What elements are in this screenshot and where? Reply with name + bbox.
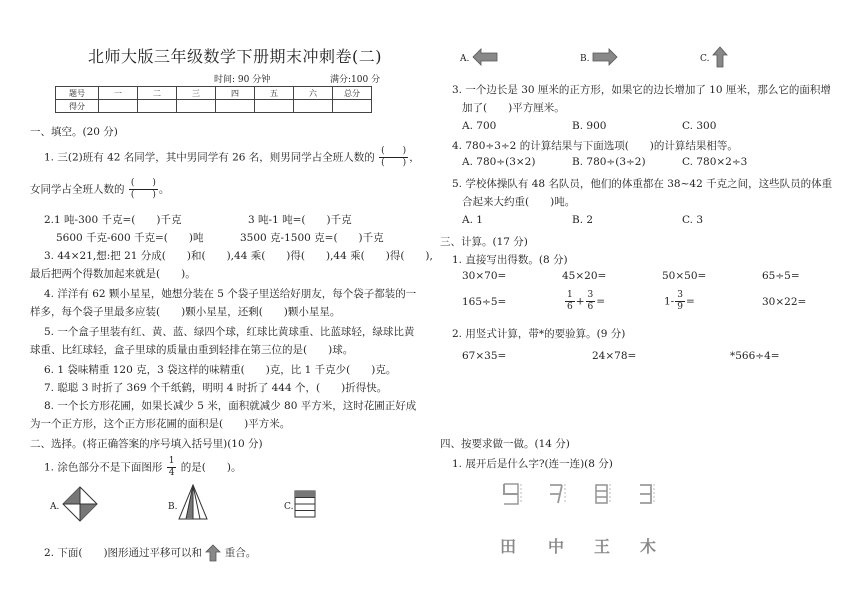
full-score: 满分:100 分 xyxy=(330,75,381,85)
score-header-cell: 总分 xyxy=(333,87,372,100)
question-1-text: 1. 三(2)班有 42 名同学，其中男同学有 26 名，则男同学占全班人数的 xyxy=(44,151,375,164)
option-r3-b[interactable]: B. 900 xyxy=(572,120,607,132)
up-arrow-icon[interactable] xyxy=(712,46,728,68)
folded-paper-half-char-icon[interactable] xyxy=(592,482,614,506)
option-r5-c[interactable]: C. 3 xyxy=(682,214,704,226)
question-2b: 3 吨-1 吨=( )千克 xyxy=(248,214,352,226)
score-cell[interactable] xyxy=(177,100,216,113)
score-header-cell: 二 xyxy=(138,87,177,100)
option-r5-a[interactable]: A. 1 xyxy=(462,214,483,226)
plus-sign: + xyxy=(575,295,585,308)
fraction-denominator: 9 xyxy=(677,302,683,312)
fraction-denominator-blank: ( ) xyxy=(130,190,156,200)
up-arrow-icon xyxy=(205,544,221,562)
fraction-denominator-blank: ( ) xyxy=(381,158,407,168)
question-2c: 5600 千克-600 千克=( )吨 xyxy=(56,232,204,244)
question-3-line-2: 最后把两个得数加起来就是( )。 xyxy=(30,268,196,280)
char-option-wang[interactable]: 王 xyxy=(594,537,611,556)
choice-1 xyxy=(44,456,241,479)
fraction-denominator: 6 xyxy=(587,302,594,312)
question-r5-line-2: 合起来大约重( )吨。 xyxy=(462,196,576,208)
question-1-line-2 xyxy=(30,178,169,201)
score-cell[interactable] xyxy=(99,100,138,113)
hands-on-1-title: 1. 展开后是什么字?(连一连)(8 分) xyxy=(452,458,613,470)
section-fill-in: 一、填空。(20 分) xyxy=(30,126,118,138)
option-b-label: B. xyxy=(580,54,590,64)
calc-item-fraction-sum xyxy=(564,290,605,313)
triangle-shape-icon[interactable] xyxy=(178,484,208,520)
calc-item: 30×22= xyxy=(762,296,807,308)
option-c-label: C. xyxy=(284,502,294,512)
section-calculation: 三、计算。(17 分) xyxy=(440,236,528,248)
question-r3-line-1: 3. 一个边长是 30 厘米的正方形，如果它的边长增加了 10 厘米，那么它的面积增 xyxy=(452,84,831,96)
fraction-numerator: 1 xyxy=(567,290,573,300)
question-7: 7. 聪聪 3 时折了 369 个千纸鹤，明明 4 时折了 444 个，( )折得快。 xyxy=(44,382,388,394)
question-1-text-2: 女同学占全班人数的 xyxy=(30,183,125,196)
fraction-numerator: 3 xyxy=(587,290,594,300)
choice-2 xyxy=(44,544,256,562)
question-r5-line-1: 5. 学校体操队有 48 名队员，他们的体重都在 38~42 千克之间，这些队员的体重 xyxy=(452,178,833,190)
option-c-label: C. xyxy=(700,54,710,64)
folded-paper-half-char-icon[interactable] xyxy=(546,482,568,506)
exam-time: 时间: 90 分钟 xyxy=(214,75,271,85)
calc-item: *566÷4= xyxy=(730,350,780,362)
calc-item-one-minus xyxy=(664,290,695,313)
calc-1-title: 1. 直接写出得数。(8 分) xyxy=(452,254,568,266)
score-cell[interactable] xyxy=(294,100,333,113)
section-hands-on: 四、按要求做一做。(14 分) xyxy=(440,438,570,450)
calc-item: 50×50= xyxy=(662,270,707,282)
score-cell[interactable] xyxy=(333,100,372,113)
score-cell[interactable] xyxy=(138,100,177,113)
fraction-numerator: 1 xyxy=(168,456,175,466)
score-table-score-row xyxy=(56,100,372,113)
score-header-cell: 四 xyxy=(216,87,255,100)
question-3-line-1: 3. 44×21,想:把 21 分成( )和( ),44 乘( )得( ),44 乘( )得( ), xyxy=(44,250,433,262)
option-r3-a[interactable]: A. 700 xyxy=(462,120,497,132)
diamond-shape-icon[interactable] xyxy=(62,486,98,522)
score-header-cell: 三 xyxy=(177,87,216,100)
score-table xyxy=(55,86,372,113)
choice-1-text-2: 的是( )。 xyxy=(180,461,242,474)
question-2d: 3500 克-1500 克=( )千克 xyxy=(240,232,384,244)
char-option-tian[interactable]: 田 xyxy=(500,537,517,556)
answer-fraction-blank[interactable] xyxy=(129,178,158,201)
choice-2-text: 2. 下面( )图形通过平移可以和 xyxy=(44,547,203,559)
question-2a: 2.1 吨-300 千克=( )千克 xyxy=(44,214,182,226)
question-4-line-1: 4. 洋洋有 62 颗小星星，她想分装在 5 个袋子里送给好朋友，每个袋子都装的一 xyxy=(44,288,417,300)
question-r3-line-2: 加了( )平方厘米。 xyxy=(462,102,565,114)
score-header-cell: 五 xyxy=(255,87,294,100)
question-8-line-1: 8. 一个长方形花圃，如果长减少 5 米，面积就减少 80 平方米，这时花圃正好成 xyxy=(44,400,417,412)
score-cell[interactable] xyxy=(255,100,294,113)
question-1-end: 。 xyxy=(158,183,170,196)
score-cell[interactable] xyxy=(216,100,255,113)
question-5-line-2: 球重、比红球轻，盒子里球的质量由重到轻排在第三位的是( )球。 xyxy=(30,344,354,356)
score-table-header-row xyxy=(56,87,372,100)
question-1-comma: ， xyxy=(409,151,420,164)
option-b-label: B. xyxy=(168,502,178,512)
one-minus: 1- xyxy=(664,295,675,308)
option-r4-a[interactable]: A. 780÷(3×2) xyxy=(462,156,536,168)
right-arrow-icon[interactable] xyxy=(592,48,618,66)
folded-paper-half-char-icon[interactable] xyxy=(502,482,524,506)
fraction-numerator-blank: ( ) xyxy=(381,146,407,156)
fraction-denominator: 4 xyxy=(168,468,175,478)
choice-1-text: 1. 涂色部分不是下面图形 xyxy=(44,461,163,474)
calc-2-title: 2. 用竖式计算，带*的要验算。(9 分) xyxy=(452,328,626,340)
calc-item: 45×20= xyxy=(562,270,607,282)
page-title: 北师大版三年级数学下册期末冲刺卷(二) xyxy=(88,47,382,66)
score-header-cell: 一 xyxy=(99,87,138,100)
question-5-line-1: 5. 一个盒子里装有红、黄、蓝、绿四个球，红球比黄球重、比蓝球轻，绿球比黄 xyxy=(44,326,415,338)
folded-paper-half-char-icon[interactable] xyxy=(636,482,658,506)
calc-item: 67×35= xyxy=(462,350,507,362)
score-header-cell: 六 xyxy=(294,87,333,100)
question-4-line-2: 样多，每个袋子里最多应装( )颗小星星，还剩( )颗小星星。 xyxy=(30,306,341,318)
score-row-label: 得分 xyxy=(56,100,99,113)
calc-item: 24×78= xyxy=(592,350,637,362)
calc-item: 165÷5= xyxy=(462,296,507,308)
option-a-label: A. xyxy=(50,502,60,512)
question-1-line-1 xyxy=(44,146,420,169)
option-r3-c[interactable]: C. 300 xyxy=(682,120,717,132)
option-r4-b[interactable]: B. 780÷(3÷2) xyxy=(572,156,646,168)
calc-item: 30×70= xyxy=(462,270,507,282)
fraction-numerator: 3 xyxy=(677,290,683,300)
one-quarter-fraction xyxy=(167,456,177,479)
choice-2-text-2: 重合。 xyxy=(224,547,257,559)
section-choice: 二、选择。(将正确答案的序号填入括号里)(10 分) xyxy=(30,438,263,450)
option-r4-c[interactable]: C. 780×2÷3 xyxy=(682,156,748,168)
fraction-numerator-blank: ( ) xyxy=(130,178,156,188)
question-6: 6. 1 袋味精重 120 克，3 袋这样的味精重( )克，比 1 千克少( )克。 xyxy=(44,364,397,376)
left-arrow-icon[interactable] xyxy=(472,48,498,66)
option-r5-b[interactable]: B. 2 xyxy=(572,214,594,226)
score-header-cell: 题号 xyxy=(56,87,99,100)
answer-fraction-blank[interactable] xyxy=(379,146,408,169)
question-8-line-2: 为一个正方形，这个正方形花圃的面积是( )平方米。 xyxy=(30,418,291,430)
char-option-zhong[interactable]: 中 xyxy=(548,537,565,556)
option-a-label: A. xyxy=(460,54,470,64)
calc-item: 65÷5= xyxy=(762,270,800,282)
striped-rectangle-icon[interactable] xyxy=(294,490,316,518)
equals-sign: = xyxy=(596,295,606,308)
char-option-mu[interactable]: 木 xyxy=(640,537,657,556)
equals-sign: = xyxy=(685,295,695,308)
question-r4: 4. 780÷3÷2 的计算结果与下面选项( )的计算结果相等。 xyxy=(452,140,738,152)
fraction-denominator: 6 xyxy=(567,302,573,312)
